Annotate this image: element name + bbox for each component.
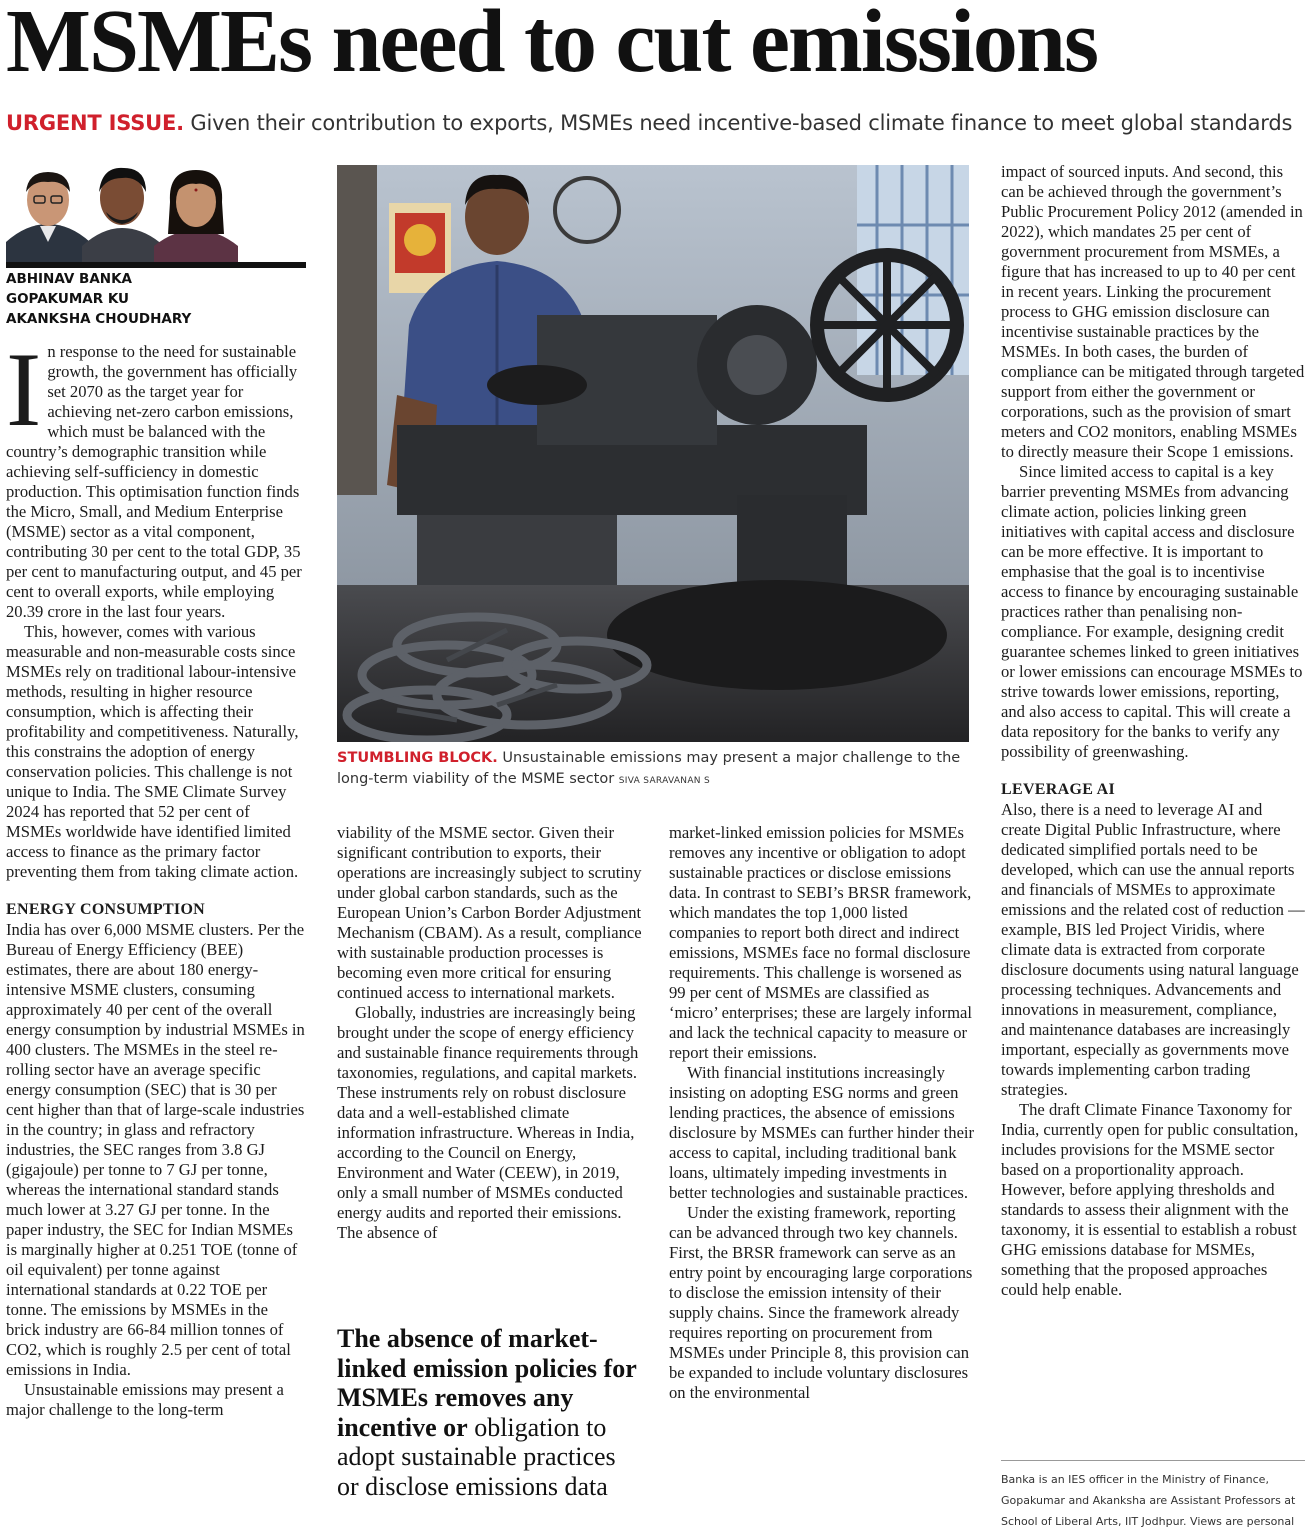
deck-text: Given their contribution to exports, MSMEs need incentive-based climate finance to meet global standards xyxy=(183,111,1293,135)
lathe-worker-photo xyxy=(337,165,969,742)
paragraph: The draft Climate Finance Taxonomy for India, currently open for public consultation, includes provisions for the MSME sector based on a proportionality approach. However, before applying thresholds and standards to assess their alignment with the taxonomy, it is essential to establish a robust GHG emissions database for MSMEs, something that the proposed approaches could help enable. xyxy=(1001,1100,1299,1299)
paragraph: Unsustainable emissions may present a major challenge to the long-term xyxy=(6,1380,284,1419)
author-name: GOPAKUMAR KU xyxy=(6,291,130,307)
section-heading: ENERGY CONSUMPTION xyxy=(6,901,206,918)
paragraph: With financial institutions increasingly insisting on adopting ESG norms and green lending practices, the absence of emissions disclosure by MSMEs can further hinder their access to capital, including traditional bank loans, ultimately impeding investments in better technologies and sustainable practices. xyxy=(669,1063,975,1202)
paragraph: Also, there is a need to leverage AI and create Digital Public Infrastructure, where dedicated simplified portals need to be developed, which can use the annual reports and financials of MSMEs to approximate emissions and the related cost of reduction — example, BIS led Project Viridis, where climate data is extracted from corporate disclosure documents using natural language processing techniques. Advancements and innovations in measurement, compliance, and maintenance databases are increasingly important, especially as governments move towards implementing carbon trading strategies. xyxy=(1001,800,1305,1099)
photo-caption xyxy=(337,748,969,792)
article-column-2 xyxy=(337,823,642,1243)
paragraph: n response to the need for sustainable growth, the government has officially set 2070 as the target year for achieving net-zero carbon emissions, which must be balanced with the country’s demographic transition while achieving self-sufficiency in domestic production. This optimisation function finds the Micro, Small, and Medium Enterprise (MSME) sector as a vital component, contributing 30 per cent to the total GDP, 35 per cent to manufacturing output, and 45 per cent to overall exports, while employing 20.39 crore in the last four years. xyxy=(6,342,302,621)
drop-cap: I xyxy=(6,331,42,448)
author-name: ABHINAV BANKA xyxy=(6,271,132,287)
author-portraits-image xyxy=(6,162,306,262)
paragraph: This, however, comes with various measurable and non-measurable costs since MSMEs rely on traditional labour-intensive methods, resulting in higher resource consumption, which is affecting their profitability and competitiveness. Naturally, this constrains the adoption of energy conservation policies. This challenge is not unique to India. The SME Climate Survey 2024 has reported that 52 per cent of MSMEs worldwide have identified limited access to finance as the primary factor preventing them from taking climate action. xyxy=(6,622,299,881)
photo-credit: SIVA SARAVANAN S xyxy=(618,776,711,786)
section-heading: LEVERAGE AI xyxy=(1001,781,1115,798)
paragraph: impact of sourced inputs. And second, this can be achieved through the government’s Public Procurement Policy 2012 (amended in 2022), which mandates 25 per cent of government procurement from MSMEs, a figure that has increased to up to 40 per cent in recent years. Linking the procurement process to GHG emission disclosure can incentivise sustainable practices by the MSMEs. In both cases, the burden of compliance can be mitigated through targeted support from either the government or corporations, such as the provision of smart meters and CO2 monitors, enabling MSMEs to directly measure their Scope 1 emissions. xyxy=(1001,162,1305,461)
pull-quote xyxy=(337,1324,637,1501)
factory-photo-illustration xyxy=(337,165,969,742)
caption-text: Unsustainable emissions may present a major challenge to the long-term viability of the MSME sector xyxy=(337,750,961,787)
paragraph: Under the existing framework, reporting can be advanced through two key channels. First, the BRSR framework can serve as an entry point by encouraging large corporations to disclose the emission intensity of their supply chains. Since the framework already requires reporting on procurement from MSMEs under Principle 8, this provision can be expanded to include voluntary disclosures on the environmental xyxy=(669,1203,973,1402)
caption-kicker: STUMBLING BLOCK. xyxy=(337,750,498,766)
paragraph: India has over 6,000 MSME clusters. Per the Bureau of Energy Efficiency (BEE) estimates, there are about 180 energy-intensive MSME clusters, consuming approximately 40 per cent of the overall energy consumption by industrial MSMEs in 400 clusters. The MSMEs in the steel re-rolling sector have an average specific energy consumption (SEC) that is 30 per cent higher than that of large-scale industries in the country; in glass and refractory industries, the SEC ranges from 3.8 GJ (gigajoule) per tonne to 7 GJ per tonne, whereas the international standard stands much lower at 3.27 GJ per tonne. In the paper industry, the SEC for Indian MSMEs is marginally higher at 0.251 TOE (tonne of oil equivalent) per tonne against international standards at 0.22 TOE per tonne. The emissions by MSMEs in the brick industry are 66-84 million tonnes of CO2, which is roughly 2.5 per cent of total emissions in India. xyxy=(6,920,305,1379)
article-column-1 xyxy=(6,331,306,1420)
paragraph: Globally, industries are increasingly being brought under the scope of energy efficiency and sustainable finance requirements through taxonomies, regulations, and capital markets. These instruments rely on robust disclosure data and a well-established climate information infrastructure. Whereas in India, according to the Council on Energy, Environment and Water (CEEW), in 2019, only a small number of MSMEs conducted energy audits and reported their emissions. The absence of xyxy=(337,1003,639,1242)
deck-kicker: URGENT ISSUE. xyxy=(6,111,184,135)
author-footnote: Banka is an IES officer in the Ministry of Finance, Gopakumar and Akanksha are Assistant Professors at School of Liberal Arts, IIT Jodhpur. Views are personal xyxy=(1001,1460,1305,1532)
paragraph: Since limited access to capital is a key barrier preventing MSMEs from advancing climate action, policies linking green initiatives with capital access and disclosure can be more effective. It is important to emphasise that the goal is to incentivise access to finance by encouraging sustainable practices rather than penalising non-compliance. For example, designing credit guarantee schemes linked to green initiatives or lower emissions can encourage MSMEs to strive towards lower emissions, reporting, and also access to capital. This will create a data repository for the banks to verify any possibility of greenwashing. xyxy=(1001,462,1303,761)
author-name: AKANKSHA CHOUDHARY xyxy=(6,311,192,327)
pull-quote-bold: The absence of market-linked emission policies for MSMEs removes any incentive or xyxy=(337,1324,637,1442)
headline: MSMEs need to cut emissions xyxy=(6,0,1097,91)
author-photos xyxy=(6,162,306,268)
article-column-3 xyxy=(669,823,975,1403)
paragraph: market-linked emission policies for MSMEs removes any incentive or obligation to adopt sustainable practices or disclose emissions data. In contrast to SEBI’s BRSR framework, which mandates the top 1,000 listed companies to report both direct and indirect emissions, MSMEs face no formal disclosure requirements. This challenge is worsened as 99 per cent of MSMEs are classified as ‘micro’ enterprises; these are largely informal and lack the technical capacity to measure or report their emissions. xyxy=(669,823,973,1062)
pull-quote-regular: obligation to adopt sustainable practices or disclose emissions data xyxy=(337,1412,616,1501)
paragraph: viability of the MSME sector. Given their significant contribution to exports, their operations are increasingly subject to scrutiny under global carbon standards, such as the European Union’s Carbon Border Adjustment Mechanism (CBAM). As a result, compliance with sustainable production processes is becoming even more critical for ensuring continued access to international markets. xyxy=(337,823,642,1002)
author-bylines xyxy=(6,269,191,329)
article-column-4 xyxy=(1001,162,1305,1300)
deck xyxy=(6,109,1292,137)
